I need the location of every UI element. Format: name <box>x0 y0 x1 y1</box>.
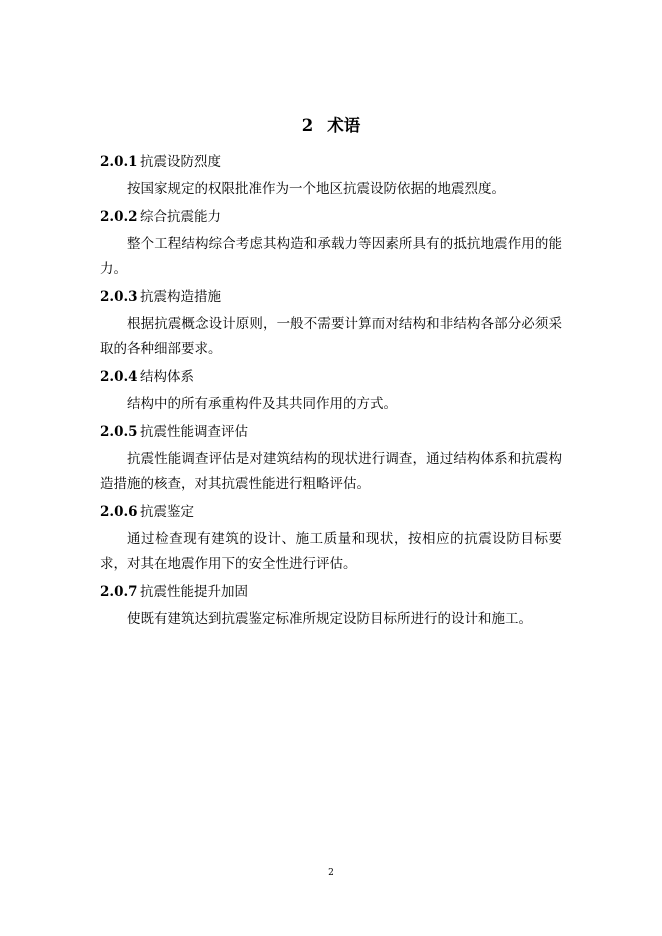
term-entry <box>100 502 562 577</box>
term-name: 抗震构造措施 <box>140 289 221 305</box>
term-heading <box>100 152 562 172</box>
term-entry <box>100 207 562 282</box>
page-number: 2 <box>328 868 334 878</box>
term-number: 2.0.7 <box>100 584 138 600</box>
term-definition: 使既有建筑达到抗震鉴定标准所规定设防目标所进行的设计和施工。 <box>127 611 532 627</box>
term-heading <box>100 582 562 602</box>
terms-list <box>100 152 562 637</box>
term-entry <box>100 422 562 497</box>
term-entry <box>100 582 562 632</box>
term-number: 2.0.3 <box>100 289 138 305</box>
term-definition: 抗震性能调查评估是对建筑结构的现状进行调查，通过结构体系和抗震构造措施的核查，对其抗震性能进行粗略评估。 <box>100 451 562 492</box>
term-number: 2.0.6 <box>100 504 138 520</box>
term-entry <box>100 287 562 362</box>
term-definition: 按国家规定的权限批准作为一个地区抗震设防依据的地震烈度。 <box>127 181 505 197</box>
term-definition: 通过检查现有建筑的设计、施工质量和现状，按相应的抗震设防目标要求，对其在地震作用下的安全性进行评估。 <box>100 531 562 572</box>
term-heading <box>100 502 562 522</box>
term-heading <box>100 422 562 442</box>
term-name: 抗震性能调查评估 <box>140 424 248 440</box>
term-heading <box>100 207 562 227</box>
term-entry <box>100 367 562 417</box>
term-number: 2.0.1 <box>100 154 138 170</box>
term-name: 抗震鉴定 <box>140 504 194 520</box>
term-number: 2.0.2 <box>100 209 138 225</box>
term-name: 结构体系 <box>140 369 194 385</box>
chapter-title-text: 术语 <box>327 116 361 135</box>
term-name: 抗震性能提升加固 <box>140 584 248 600</box>
term-definition: 根据抗震概念设计原则，一般不需要计算而对结构和非结构各部分必须采取的各种细部要求。 <box>100 316 562 357</box>
term-name: 抗震设防烈度 <box>140 154 221 170</box>
term-heading <box>100 367 562 387</box>
chapter-number: 2 <box>301 116 314 135</box>
term-heading <box>100 287 562 307</box>
term-definition: 整个工程结构综合考虑其构造和承载力等因素所具有的抵抗地震作用的能力。 <box>100 236 562 277</box>
term-number: 2.0.4 <box>100 369 138 385</box>
term-name: 综合抗震能力 <box>140 209 221 225</box>
term-entry <box>100 152 562 202</box>
term-definition: 结构中的所有承重构件及其共同作用的方式。 <box>127 396 397 412</box>
term-number: 2.0.5 <box>100 424 138 440</box>
chapter-title <box>0 112 662 136</box>
